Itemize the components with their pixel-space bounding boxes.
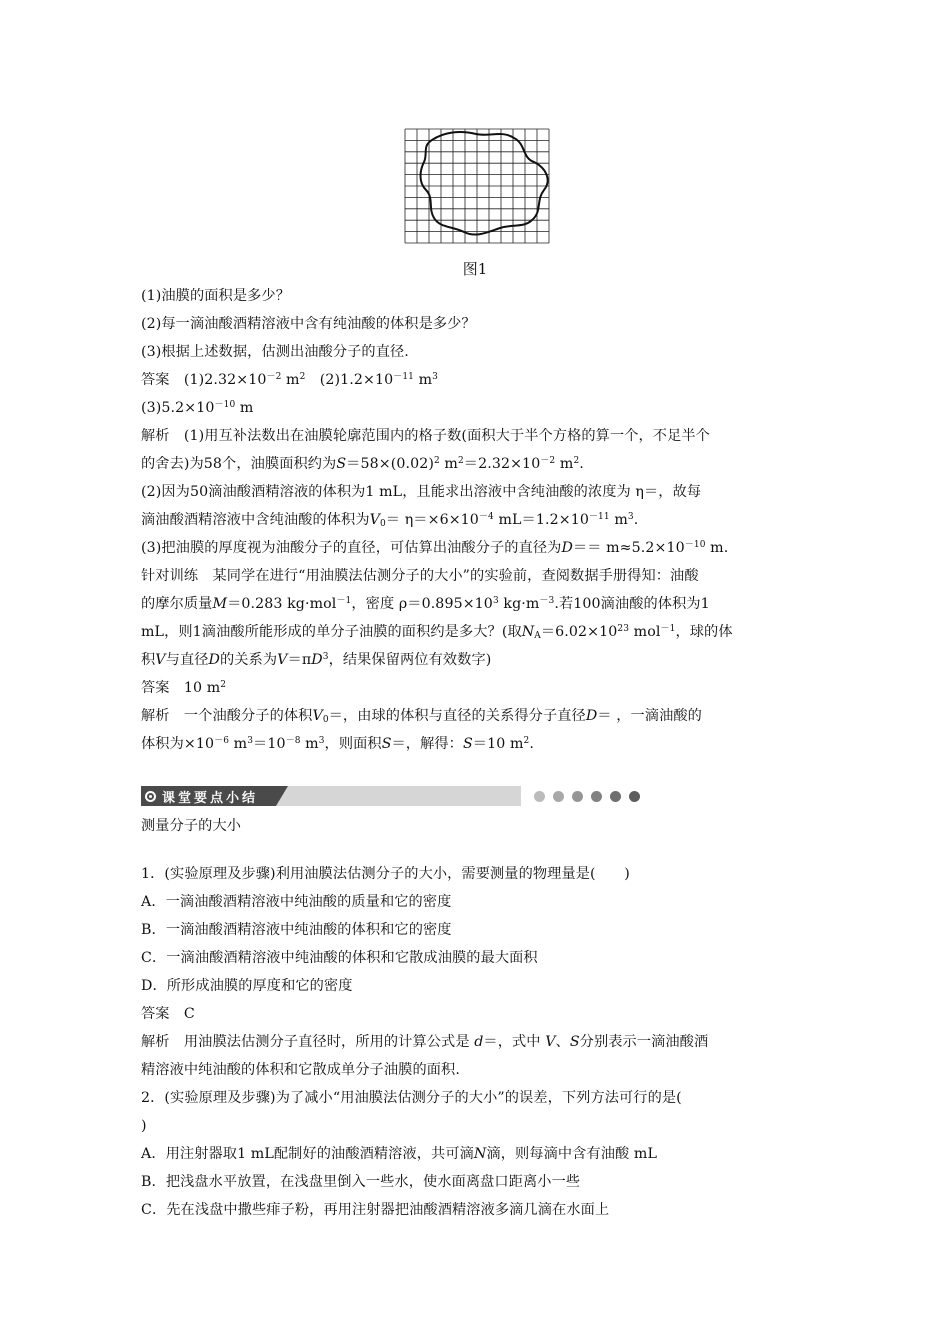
banner-title-block xyxy=(141,786,276,806)
training-line-2: 的摩尔质量M＝0.283 kg·mol$^{-1}$，密度 $\rho=0.895\times 10^3$ $kg\cdot m^{-3}$.若100滴油酸的体积为1 xyxy=(141,596,710,612)
question-2: (2)每一滴油酸酒精溶液中含有纯油酸的体积是多少？ xyxy=(141,316,476,332)
analysis-line-3: (2)因为50滴油酸酒精溶液的体积为1 mL，且能求出溶液中含纯油酸的浓度为 η＝，故每 xyxy=(141,484,702,500)
exercise-2-option-c: C．先在浅盘中撒些痱子粉，再用注射器把油酸酒精溶液多滴几滴在水面上 xyxy=(141,1202,610,1218)
training-analysis-1: 解析 一个油酸分子的体积$V_0=$，由球的体积与直径的关系得分子直径D＝ ，一滴油酸的 xyxy=(141,708,702,725)
banner-dot xyxy=(610,791,621,802)
target-circle-icon xyxy=(145,791,156,802)
figure-caption: 图1 xyxy=(462,260,488,278)
exercise-1-option-a: A．一滴油酸酒精溶液中纯油酸的质量和它的密度 xyxy=(141,894,452,910)
exercise-2-option-a: A．用注射器取1 mL配制好的油酸酒精溶液，共可滴N滴，则每滴中含有油酸 mL xyxy=(141,1146,657,1162)
training-answer: 答案 10 $m^2$ xyxy=(141,680,227,696)
banner-tail xyxy=(276,786,521,806)
answer-line-1: 答案 $(1)2.32\times 10^{-2}$ $m^2$ $(2)1.2\times 10^{-11}$ $m^3$ xyxy=(141,372,438,388)
banner-dots xyxy=(534,791,640,802)
analysis-line-1: 解析 (1)用互补法数出在油膜轮廓范围内的格子数(面积大于半个方格的算一个，不足半个 xyxy=(141,428,710,444)
training-analysis-2: 体积为$\times 10^{-6}$ $m^3=10^{-8}$ $m^3$，则面积S＝，解得：S＝10 $m^2$. xyxy=(141,736,534,752)
oil-film-grid-figure xyxy=(404,128,550,244)
exercise-1-stem: 1．(实验原理及步骤)利用油膜法估测分子的大小，需要测量的物理量是( ) xyxy=(141,866,630,882)
training-line-1: 针对训练 某同学在进行“用油膜法估测分子的大小”的实验前，查阅数据手册得知：油酸 xyxy=(141,568,699,584)
banner-dot xyxy=(591,791,602,802)
banner-title: 课堂要点小结 xyxy=(162,790,259,806)
exercise-2-stem-end: ) xyxy=(141,1118,147,1134)
training-line-3: mL，则1滴油酸所能形成的单分子油膜的面积约是多大？(取$N_A=6.02\times 10^{23}$ mol$^{-1}$，球的体 xyxy=(141,624,733,641)
exercise-1-option-c: C．一滴油酸酒精溶液中纯油酸的体积和它散成油膜的最大面积 xyxy=(141,950,538,966)
banner-dot xyxy=(553,791,564,802)
exercise-2-stem: 2．(实验原理及步骤)为了减小“用油膜法估测分子的大小”的误差，下列方法可行的是( xyxy=(141,1090,682,1106)
summary-topic: 测量分子的大小 xyxy=(141,818,242,834)
analysis-line-2: 的舍去)为58个，油膜面积约为$S=58\times(0.02)^2$ $m^2=2.32\times 10^{-2}$ $m^2$. xyxy=(141,456,584,472)
banner-dot xyxy=(572,791,583,802)
banner-dot xyxy=(534,791,545,802)
analysis-line-4: 滴油酸酒精溶液中含纯油酸的体积为$V_0= \eta=\times 6\times 10^{-4}$ $mL=1.2\times 10^{-11}$ $m^3$. xyxy=(141,512,639,529)
analysis-line-5: (3)把油膜的厚度视为油酸分子的直径，可估算出油酸分子的直径为$D== m\approx 5.2\times 10^{-10}$ m. xyxy=(141,540,729,556)
question-3: (3)根据上述数据，估测出油酸分子的直径. xyxy=(141,344,409,360)
oil-film-outline xyxy=(421,132,548,235)
exercise-1-analysis-2: 精溶液中纯油酸的体积和它散成单分子油膜的面积. xyxy=(141,1062,460,1078)
exercise-1-analysis-1: 解析 用油膜法估测分子直径时，所用的计算公式是 d＝，式中 V、S分别表示一滴油酸酒 xyxy=(141,1034,709,1050)
banner-dot xyxy=(629,791,640,802)
exercise-1-option-b: B．一滴油酸酒精溶液中纯油酸的体积和它的密度 xyxy=(141,922,452,938)
training-line-4: 积V与直径D的关系为$V=\pi D^3$，结果保留两位有效数字) xyxy=(141,652,492,668)
question-1: (1)油膜的面积是多少？ xyxy=(141,288,290,304)
answer-line-2: $(3)5.2\times 10^{-10}$ m xyxy=(141,400,254,416)
section-banner xyxy=(141,786,521,806)
exercise-1-option-d: D．所形成油膜的厚度和它的密度 xyxy=(141,978,353,994)
exercise-2-option-b: B．把浅盘水平放置，在浅盘里倒入一些水，使水面离盘口距离小一些 xyxy=(141,1174,581,1190)
exercise-1-answer: 答案 C xyxy=(141,1006,195,1022)
